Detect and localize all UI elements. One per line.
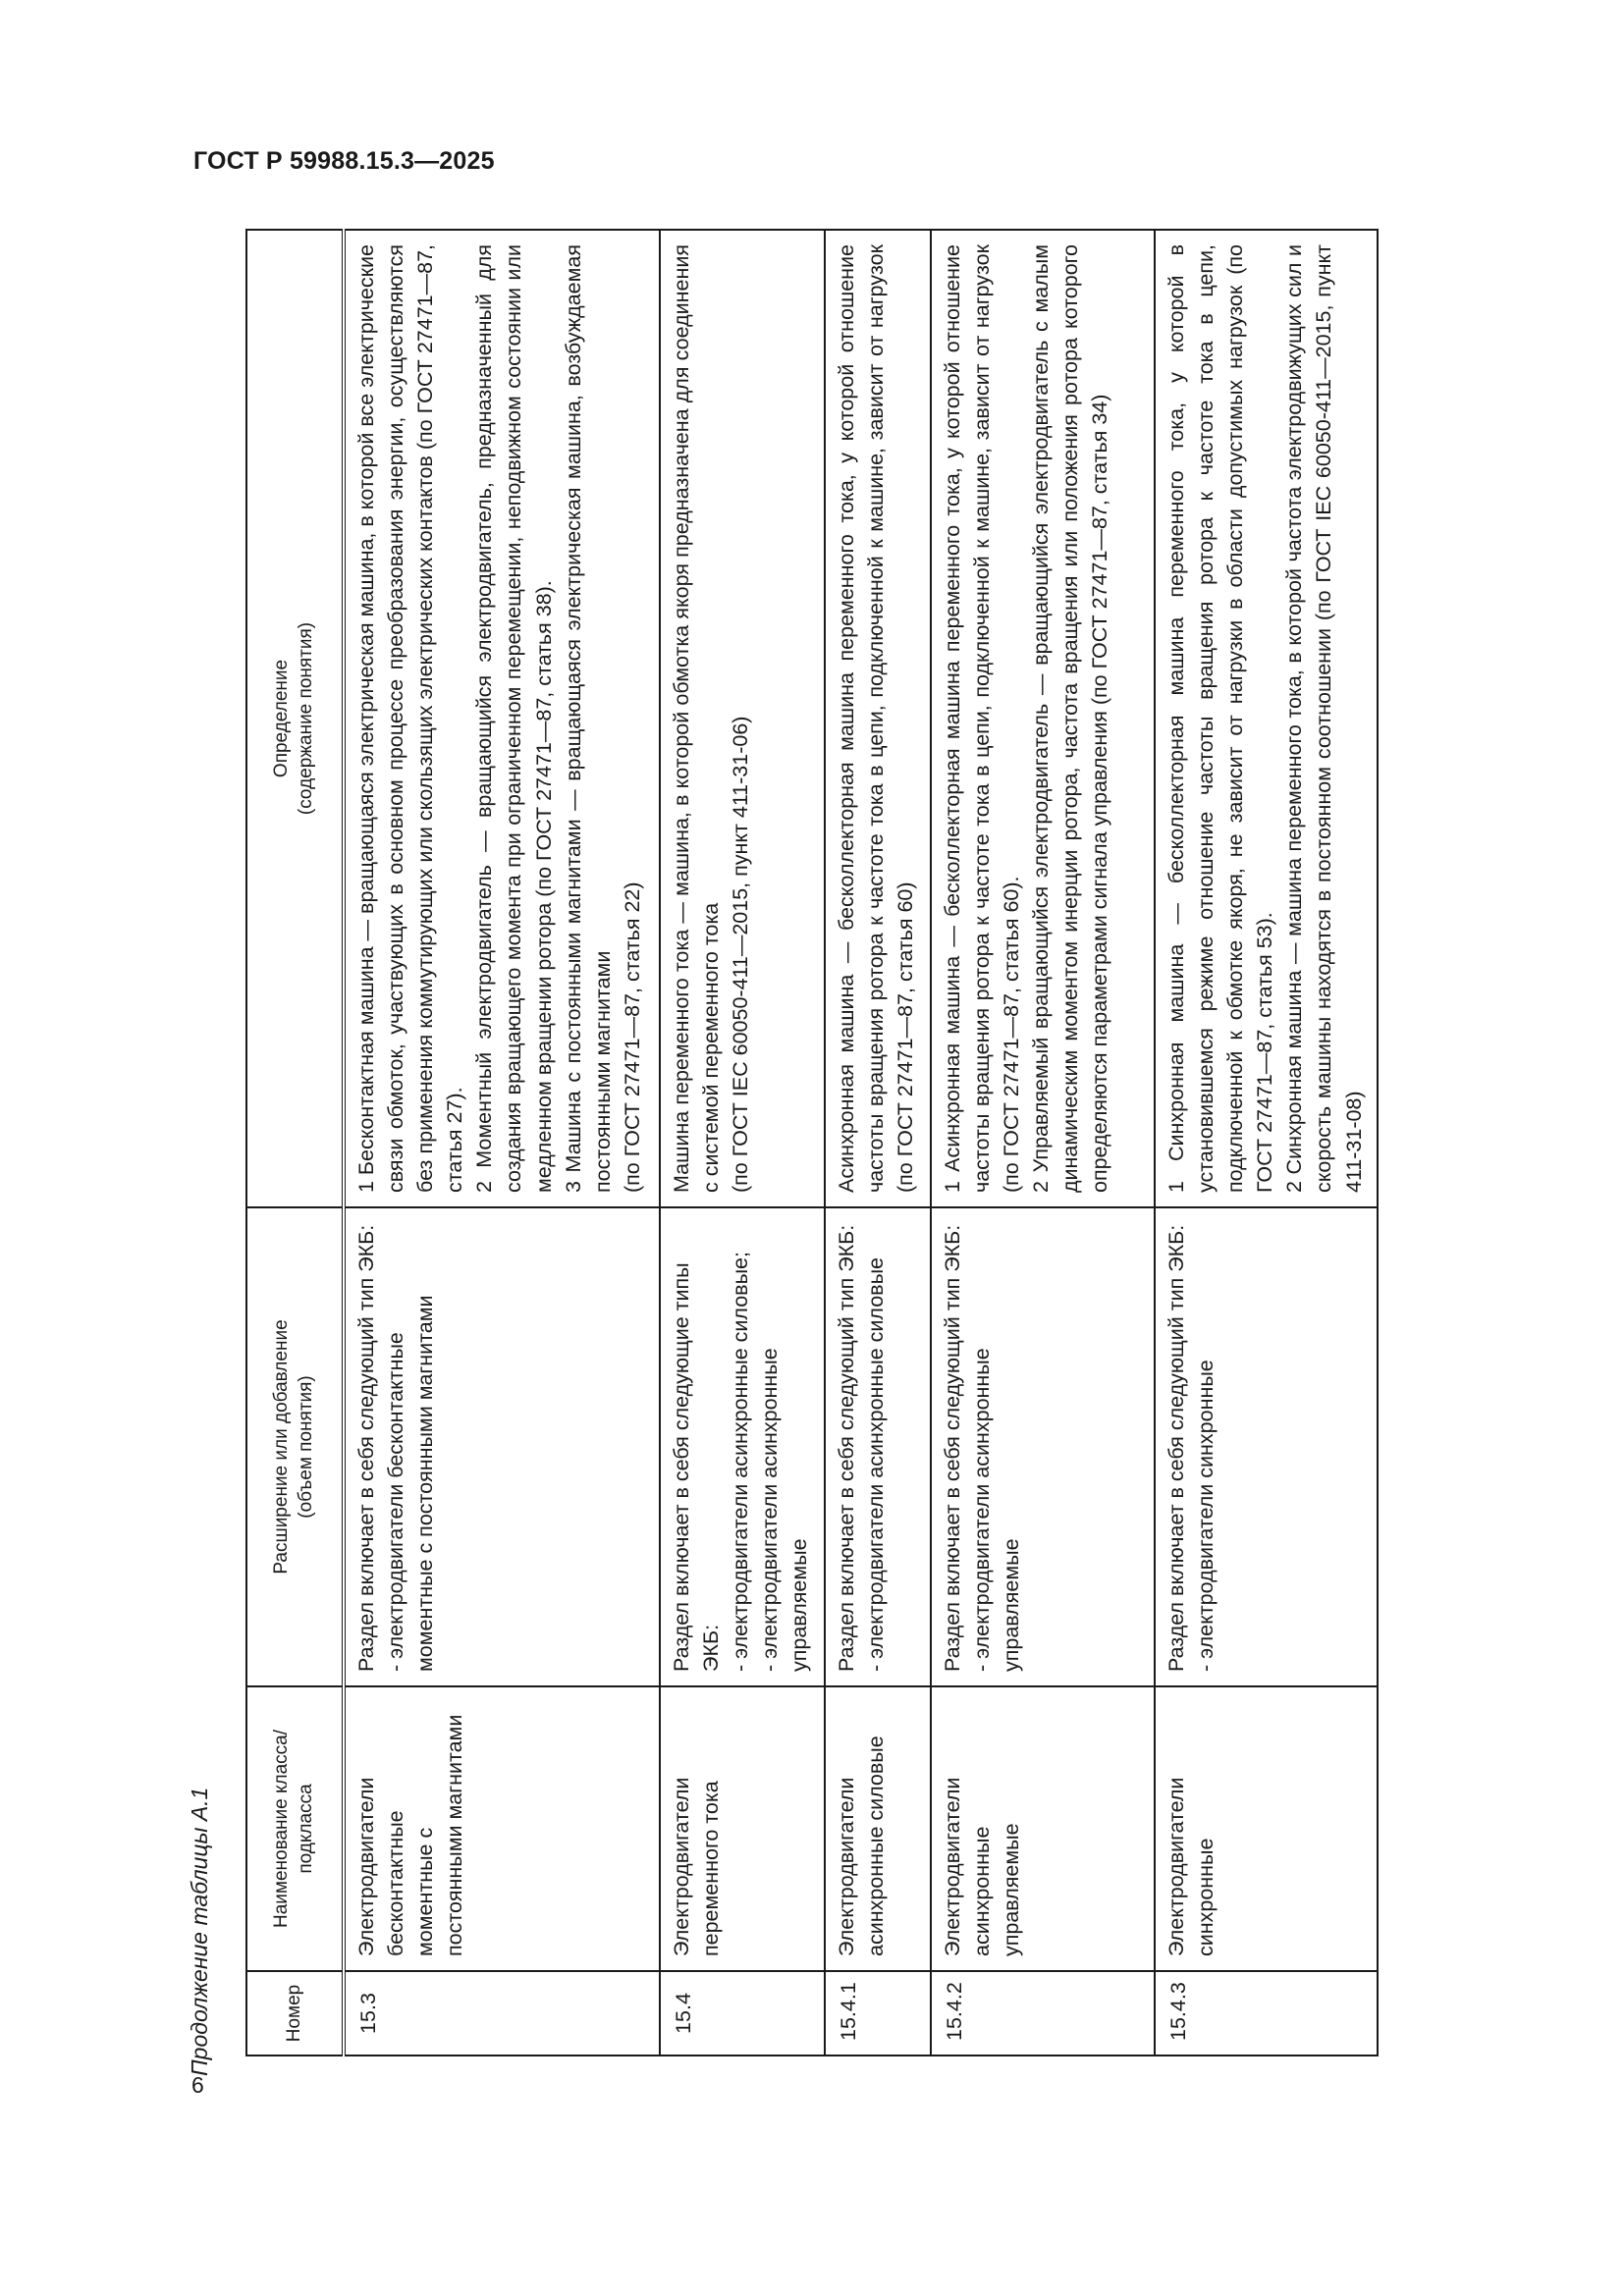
row-definition-line: 1 Асинхронная машина — бесколлекторная машина переменного тока, у которой отношение частоты вращения ротора к частоте тока в цепи, подключенной к машине, зависит от нагрузок (по ГОСТ 27471—87, статья 60). [941, 244, 1024, 1193]
row-definition-line: 2 Синхронная машина — машина переменного тока, в которой частота электродвижущих сил и скорость машины находятся в постоянном соотношении (по ГОСТ IEC 60050-411—2015, пункт 411-31-08) [1282, 244, 1366, 1193]
row-class-name-line: Электродвигатели асинхронные силовые [835, 1735, 889, 1956]
table-header-row [246, 230, 344, 2056]
table-row [344, 230, 660, 2056]
column-header-name-line: Наименование класса/ [271, 1730, 293, 1929]
row-extension [660, 1207, 825, 1686]
column-header-definition-line: Определение [271, 659, 293, 778]
row-definition [1155, 230, 1378, 1207]
row-number-line: 15.4.1 [837, 1982, 860, 2041]
row-definition [931, 230, 1155, 1207]
row-number [825, 1971, 931, 2056]
row-class-name [1155, 1686, 1378, 1971]
column-header-extension [246, 1207, 344, 1686]
row-number [344, 1971, 660, 2056]
row-definition-line: Машина переменного тока — машина, в которой обмотка якоря предназначена для соединения с системой переменного тока [670, 244, 724, 1193]
row-class-name [825, 1686, 931, 1971]
table-row [660, 230, 825, 2056]
row-class-name-line: Электродвигатели бесконтактные моментные с постоянными магнитами [354, 1714, 467, 1956]
column-header-name [246, 1686, 344, 1971]
classification-table [245, 229, 1379, 2056]
row-number [931, 1971, 1155, 2056]
column-header-definition-line: (содержание понятия) [296, 621, 316, 816]
row-number [660, 1971, 825, 2056]
table-body [344, 230, 1378, 2056]
row-extension-line: - электродвигатели асинхронные силовые [864, 1256, 889, 1672]
row-extension [931, 1207, 1155, 1686]
row-extension [825, 1207, 931, 1686]
row-extension-line: - электродвигатели асинхронные управляемые [758, 1348, 812, 1672]
row-extension-line: Раздел включает в себя следующий тип ЭКБ: [835, 1224, 858, 1672]
row-class-name [660, 1686, 825, 1971]
row-number [1155, 1971, 1378, 2056]
table-row [1155, 230, 1378, 2056]
row-extension-line: - электродвигатели асинхронные управляемые [970, 1348, 1024, 1672]
row-definition-line: 1 Синхронная машина — бесколлекторная машина переменного тока, у которой в установившемся режиме отношение частоты вращения ротора к частоте тока в цепи, подключенной к обмотке якоря, не зависит от нагрузки в области допустимых нагрузок (по ГОСТ 27471—87, статья 53). [1164, 244, 1277, 1193]
row-definition-line: (по ГОСТ 27471—87, статья 22) [620, 881, 644, 1193]
row-extension [344, 1207, 660, 1686]
row-extension-line: Раздел включает в себя следующий тип ЭКБ: [354, 1224, 378, 1672]
row-class-name [344, 1686, 660, 1971]
row-number-line: 15.3 [356, 1993, 380, 2034]
row-definition [660, 230, 825, 1207]
row-extension-line: - электродвигатели асинхронные силовые; [729, 1252, 753, 1672]
row-extension-line: - электродвигатели бесконтактные моментные с постоянными магнитами [384, 1295, 438, 1672]
column-header-extension-line: (объем понятия) [296, 1375, 316, 1519]
row-class-name-line: Электродвигатели синхронные [1164, 1777, 1218, 1956]
row-definition [825, 230, 931, 1207]
column-header-name-line: подкласса [296, 1784, 316, 1874]
row-extension-line: Раздел включает в себя следующий тип ЭКБ: [941, 1224, 964, 1672]
row-class-name [931, 1686, 1155, 1971]
page-number: 6 [191, 2072, 204, 2098]
row-definition-line: Асинхронная машина — бесколлекторная машина переменного тока, у которой отношение частоты вращения ротора к частоте тока в цепи, подключенной к машине, зависит от нагрузок (по ГОСТ 27471—87, статья 60) [835, 244, 918, 1193]
rotated-page-content [187, 226, 1419, 2076]
row-extension-line: Раздел включает в себя следующие типы ЭКБ: [670, 1262, 724, 1672]
row-number-line: 15.4.2 [943, 1982, 966, 2041]
table-caption: Продолжение таблицы А.1 [187, 1787, 212, 2076]
row-definition-line: 2 Управляемый вращающийся электродвигатель — вращающийся электродвигатель с малым динамическим моментом инерции ротора, частота вращения или положения ротора которого определяются параметрами сигнала управления (по ГОСТ 27471—87, статья 34) [1029, 244, 1112, 1193]
column-header-number: Номер [246, 1971, 344, 2056]
row-number-line: 15.4 [672, 1993, 695, 2034]
table-row [931, 230, 1155, 2056]
row-definition-line: 3 Машина с постоянными магнитами — вращающаяся электрическая машина, возбуждаемая постоянными магнитами [561, 244, 615, 1193]
row-extension-line: - электродвигатели синхронные [1194, 1360, 1218, 1672]
row-definition-line: (по ГОСТ IEC 60050-411—2015, пункт 411-31-06) [729, 716, 753, 1193]
row-number-line: 15.4.3 [1166, 1982, 1190, 2041]
row-class-name-line: Электродвигатели переменного тока [670, 1777, 724, 1956]
document-header: ГОСТ Р 59988.15.3—2025 [193, 147, 495, 175]
row-definition-line: 2 Моментный электродвигатель — вращающийся электродвигатель, предназначенный для создания вращающего момента при ограниченном перемещении, неподвижном состоянии или медленном вращении ротора (по ГОСТ 27471—87, статья 38). [472, 244, 556, 1193]
row-definition [344, 230, 660, 1207]
row-extension [1155, 1207, 1378, 1686]
column-header-extension-line: Расширение или добавление [271, 1319, 293, 1575]
table-row [825, 230, 931, 2056]
column-header-definition [246, 230, 344, 1207]
row-definition-line: 1 Бесконтактная машина — вращающаяся электрическая машина, в которой все электрические связи обмоток, участвующих в основном процессе преобразования энергии, осуществляются без применения коммутирующих или скользящих электрических контактов (по ГОСТ 27471—87, статья 27). [354, 244, 467, 1193]
row-class-name-line: Электродвигатели асинхронные управляемые [941, 1777, 1024, 1956]
row-extension-line: Раздел включает в себя следующий тип ЭКБ: [1164, 1224, 1188, 1672]
